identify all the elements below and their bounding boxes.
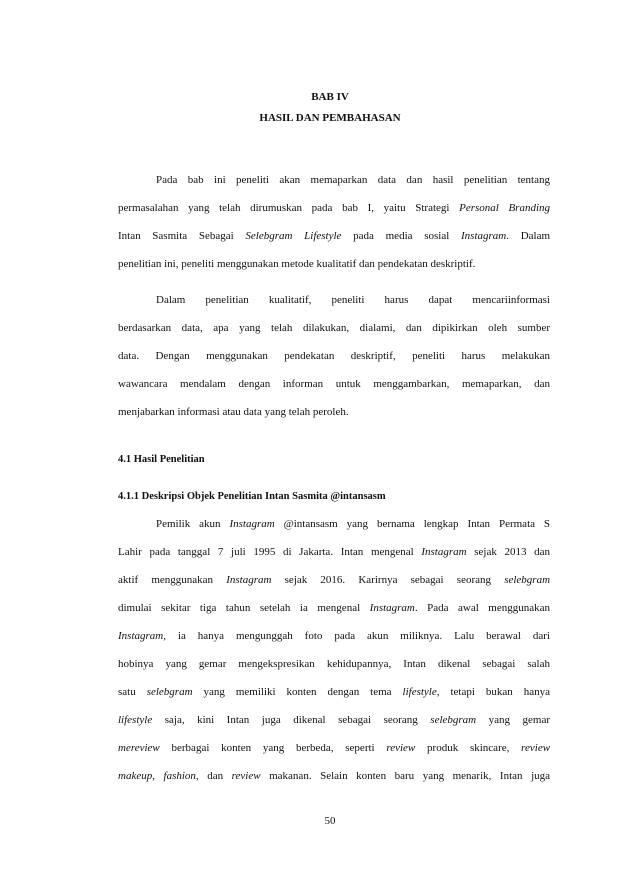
profile-line-4: dimulai sekitar tiga tahun setelah ia mengenal Instagram. Pada awal menggunakan [118,602,551,614]
profile-line-5: Instagram, ia hanya mengunggah foto pada akun miliknya. Lalu berawal dari [118,630,550,642]
chapter-number: BAB IV [311,91,349,103]
profile-line-6: hobinya yang gemar mengekspresikan kehidupannya, Intan dikenal sebagai salah [118,658,550,670]
profile-line-8: lifestyle saja, kini Intan juga dikenal sebagai seorang selebgram yang gemar [118,714,550,726]
qual-line-3: data. Dengan menggunakan pendekatan deskriptif, peneliti harus melakukan [118,350,550,362]
qual-line-5: menjabarkan informasi atau data yang telah peroleh. [118,406,349,418]
intro-line-2: permasalahan yang telah dirumuskan pada bab I, yaitu Strategi Personal Branding [118,202,551,214]
qual-line-1: Dalam penelitian kualitatif, peneliti harus dapat mencariinformasi [156,294,550,306]
section-heading-4-1-1: 4.1.1 Deskripsi Objek Penelitian Intan Sasmita @intansasm [118,491,386,502]
intro-line-4: penelitian ini, peneliti menggunakan metode kualitatif dan pendekatan deskriptif. [118,258,476,270]
chapter-title: HASIL DAN PEMBAHASAN [259,112,401,124]
qual-line-4: wawancara mendalam dengan informan untuk menggambarkan, memaparkan, dan [118,378,550,390]
profile-line-3: aktif menggunakan Instagram sejak 2016. Karirnya sebagai seorang selebgram [118,574,551,586]
profile-line-10: makeup, fashion, dan review makanan. Selain konten baru yang menarik, Intan juga [118,770,551,782]
section-heading-4-1: 4.1 Hasil Penelitian [118,454,205,465]
profile-line-7: satu selebgram yang memiliki konten dengan tema lifestyle, tetapi bukan hanya [118,686,550,698]
page-number: 50 [324,815,336,827]
profile-line-9: mereview berbagai konten yang berbeda, seperti review produk skincare, review [118,742,551,754]
intro-line-3: Intan Sasmita Sebagai Selebgram Lifestyle pada media sosial Instagram. Dalam [118,230,551,242]
qual-line-2: berdasarkan data, apa yang telah dilakukan, dialami, dan dipikirkan oleh sumber [118,322,550,334]
intro-line-1: Pada bab ini peneliti akan memaparkan data dan hasil penelitian tentang [156,174,550,186]
profile-line-2: Lahir pada tanggal 7 juli 1995 di Jakarta. Intan mengenal Instagram sejak 2013 dan [118,546,550,558]
profile-line-1: Pemilik akun Instagram @intansasm yang bernama lengkap Intan Permata S [156,518,551,530]
